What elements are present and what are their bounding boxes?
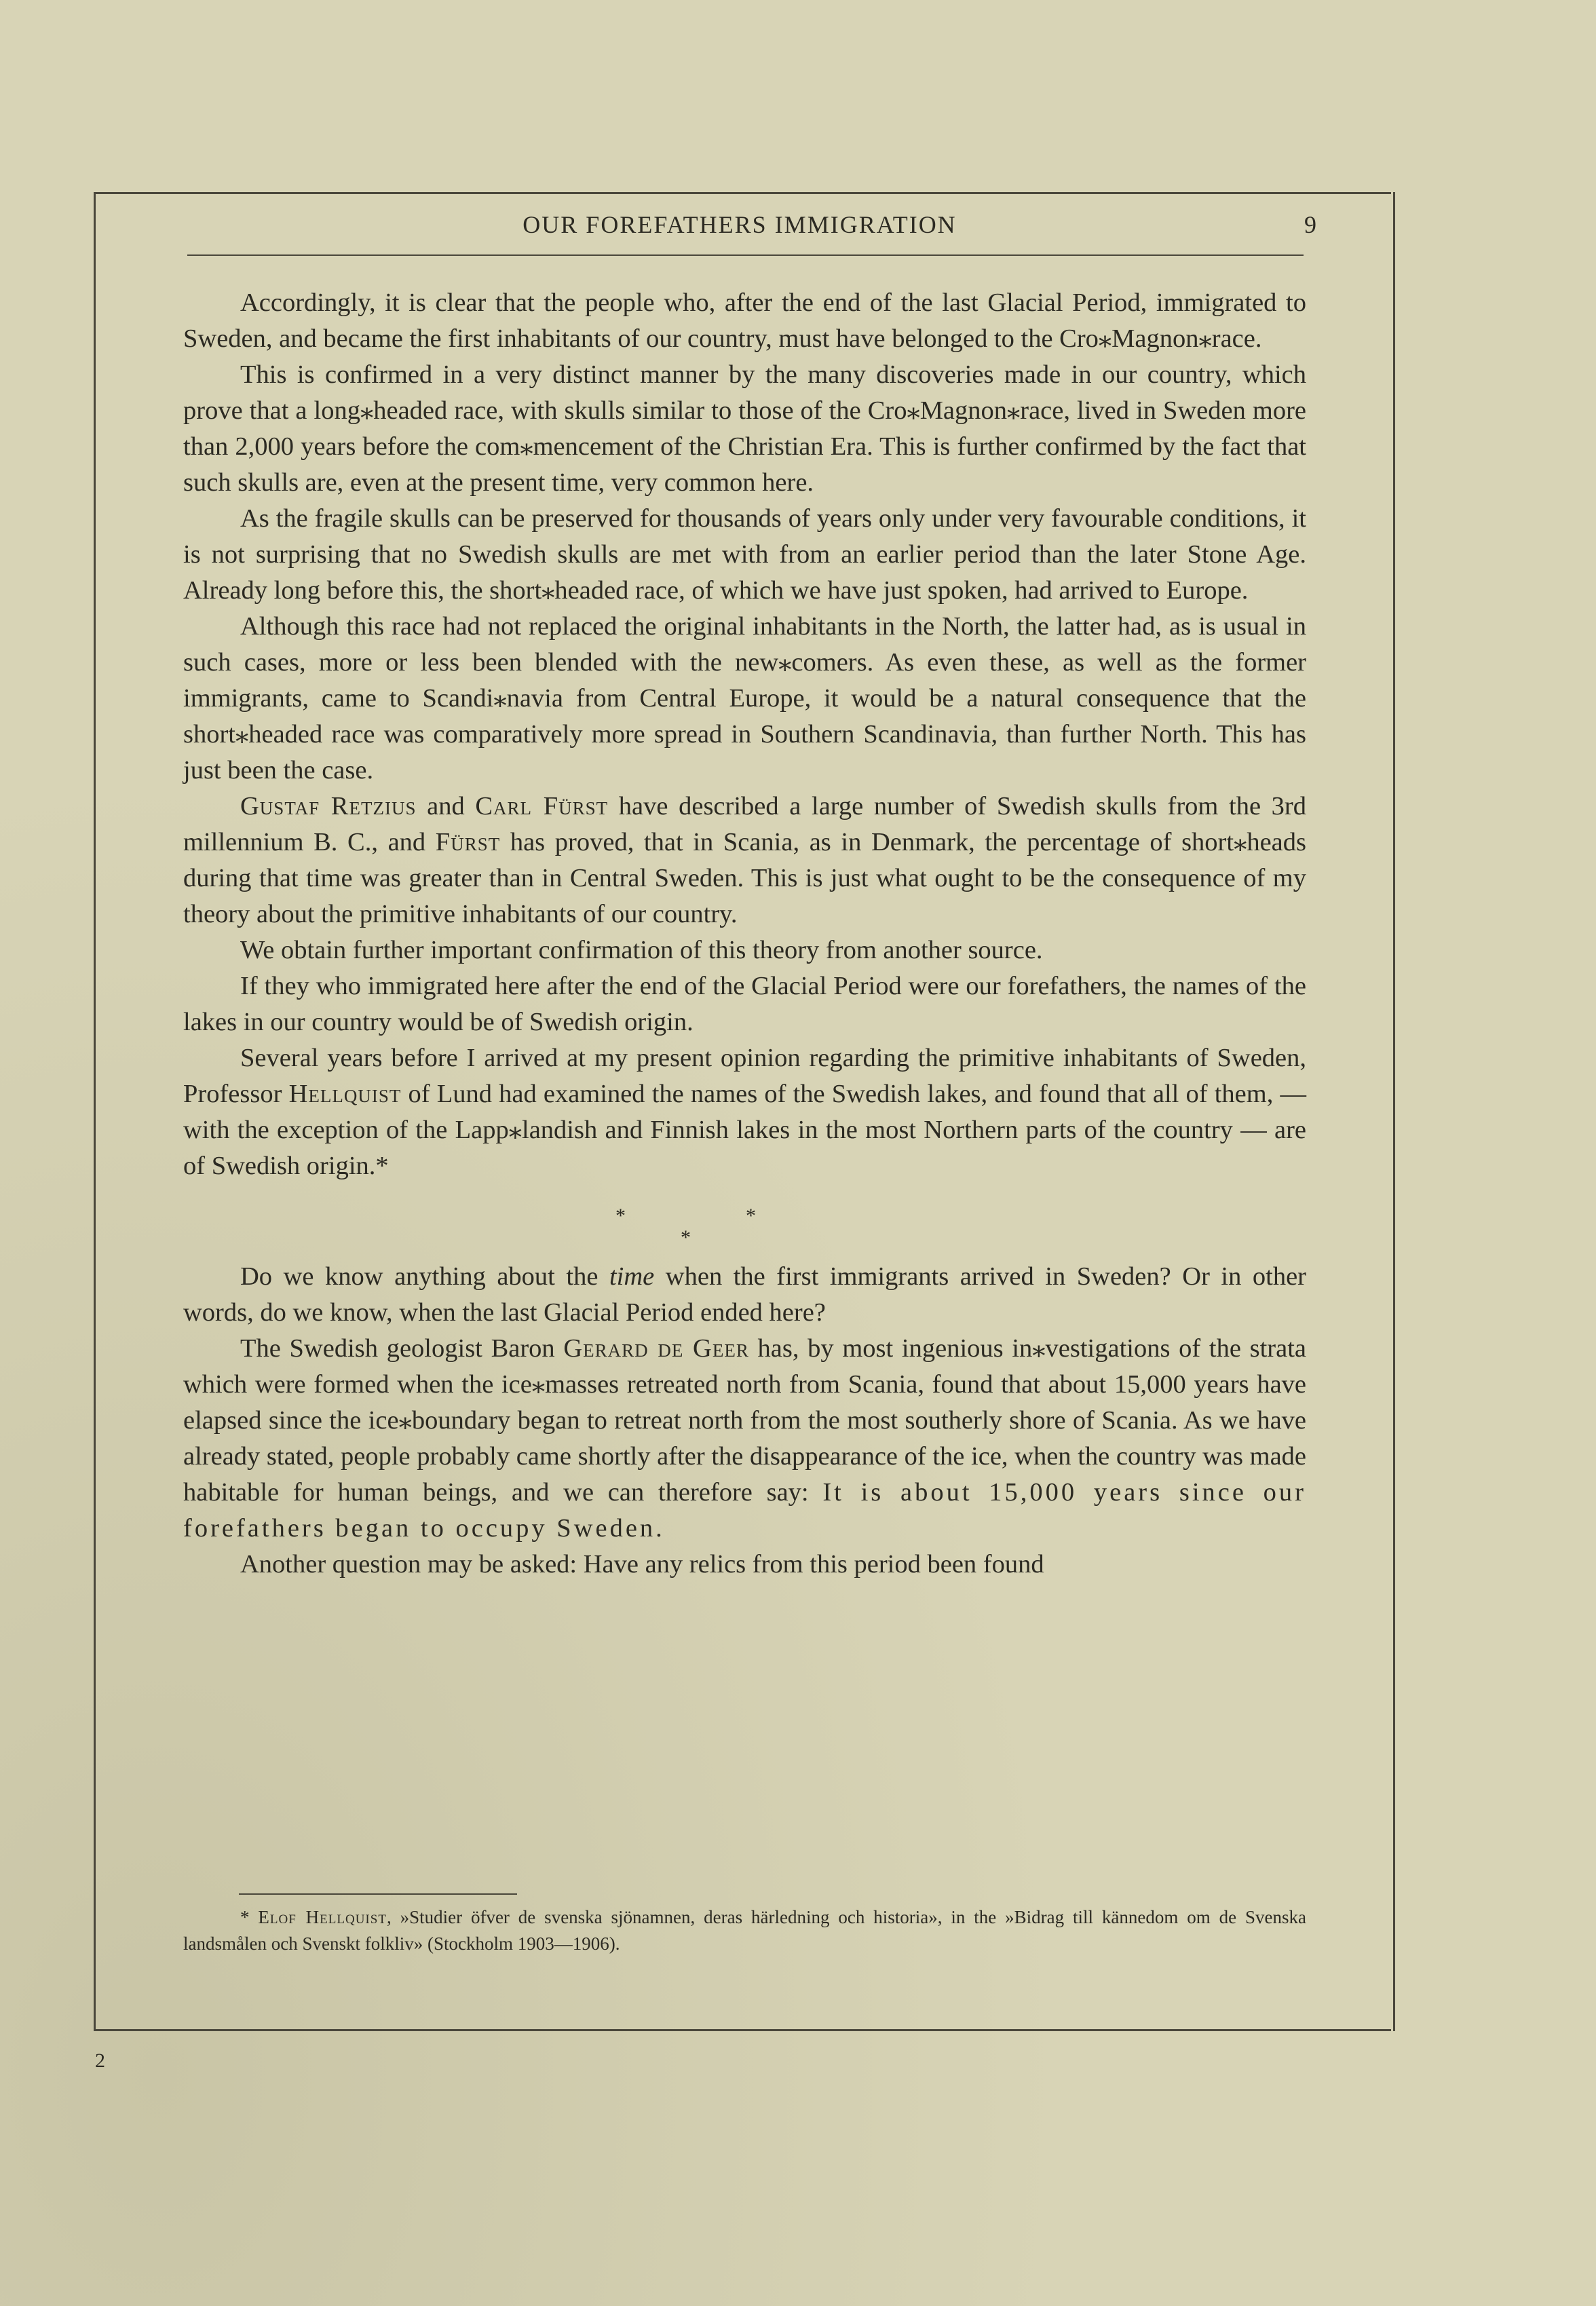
spaced-emphasis: It is about 15,000 years since our forefathers began to occupy Sweden. [183,1478,1306,1543]
footnote-rule [239,1893,517,1895]
paragraph: This is confirmed in a very distinct manner by the many discoveries made in our country, which prove that a long⁎headed race, with skulls similar to those of the Cro⁎Magnon⁎race, lived in Sweden more than 2,000 years before the com⁎mencement of the Christian Era. This is further confirmed by the fact that such skulls are, even at the present time, very common here. [183,360,1306,497]
emphasis: time [609,1262,655,1291]
person-name: Hellquist [288,1080,402,1108]
text-run: when the first immigrants arrived in Sweden? Or in other words, do we know, when the last Glacial Period ended here? [183,1262,1306,1327]
asterisk: * [681,1226,691,1249]
footnote [183,1904,1306,1957]
person-name: Carl Fürst [475,792,609,820]
paragraph: Another question may be asked: Have any relics from this period been found [240,1550,1044,1579]
running-title: OUR FOREFATHERS IMMIGRATION [522,211,957,238]
footnote-text: , »Studier öfver de svenska sjönamnen, deras härledning och historia», in the »Bidrag till kännedom om de Svenska landsmålen och Svenskt folkliv» (Stockholm 1903—1906). [183,1907,1306,1954]
page-frame-bottom-rule [94,2029,1391,2031]
text-run: of Lund had examined the names of the Swedish lakes, and found that all of them, — with the exception of the Lapp⁎landish and Finnish lakes in the most Northern parts of the country — are of Swedish origin.* [183,1080,1306,1180]
asterisk: * [615,1205,626,1227]
text-run: The Swedish geologist Baron [240,1334,564,1363]
person-name: Gustaf Retzius [240,792,417,820]
paragraph: Accordingly, it is clear that the people who, after the end of the last Glacial Period, immigrated to Sweden, and became the first inhabitants of our country, must have belonged to the Cro⁎Magnon⁎race. [183,288,1306,353]
paragraph [183,1040,1306,1184]
text-run: Do we know anything about the [240,1262,609,1291]
text-run: and [416,792,476,820]
paragraph: We obtain further important confirmation of this theory from another source. [240,936,1043,964]
footnote-author: Elof Hellquist [258,1907,387,1927]
body-text [183,285,1306,1583]
person-name: Fürst [435,828,501,856]
person-name: Gerard de Geer [563,1334,749,1363]
paragraph [183,789,1306,932]
asterisk: * [746,1205,756,1227]
signature-mark: 2 [95,2049,105,2072]
paragraph [183,1331,1306,1547]
section-asterism [183,1184,1306,1259]
paragraph: If they who immigrated here after the end of the Glacial Period were our forefathers, the names of the lakes in our country would be of Swedish origin. [183,972,1306,1036]
paragraph [183,1259,1306,1331]
paragraph: Although this race had not replaced the original inhabitants in the North, the latter had, as is usual in such cases, more or less been blended with the new⁎comers. As even these, as well as the former immigrants, came to Scandi⁎navia from Central Europe, it would be a natural consequence that the short⁎headed race was comparatively more spread in Southern Scandinavia, than further North. This has just been the case. [183,612,1306,785]
paragraph: As the fragile skulls can be preserved for thousands of years only under very favourable conditions, it is not surprising that no Swedish skulls are met with from an earlier period than the later Stone Age. Already long before this, the short⁎headed race, of which we have just spoken, had arrived to Europe. [183,504,1306,605]
header-rule [187,254,1304,256]
text-run: has proved, that in Scania, as in Denmark, the percentage of short⁎heads during that time was greater than in Central Sweden. This is just what ought to be the consequence of my theory about the primitive inhabitants of our country. [183,828,1306,928]
text-run: has, by most ingenious in⁎vestigations of the strata which were formed when the ice⁎masses retreated north from Scania, found that about 15,000 years have elapsed since the ice⁎boundary began to retreat north from the most southerly shore of Scania. As we have already stated, people probably came shortly after the disappearance of the ice, when the country was made habitable for human beings, and we can therefore say: [183,1334,1306,1507]
text-run: Several years before I arrived at my present opinion regarding the primitive inhabitants of Sweden, Professor [183,1044,1306,1108]
page-number: 9 [1304,211,1316,238]
footnote-mark: * [240,1907,259,1927]
text-run: have described a large number of Swedish skulls from the 3rd millennium B. C., and [183,792,1307,856]
